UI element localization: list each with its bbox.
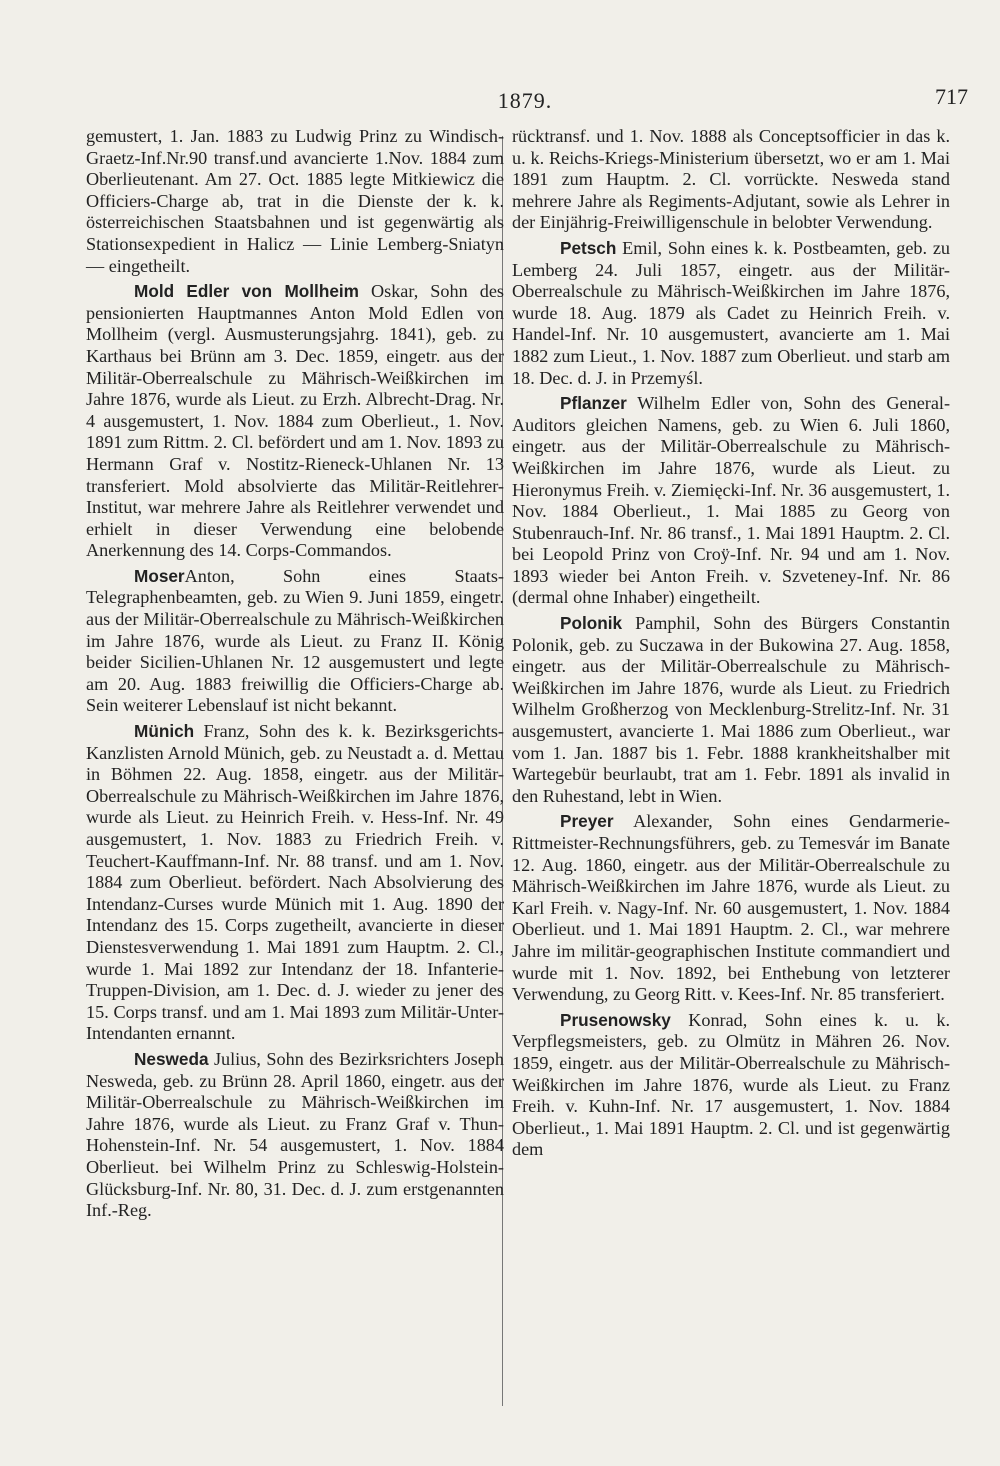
entry-text: Konrad, Sohn eines k. u. k. Verpflegsmeisters, geb. zu Olmütz in Mähren 26. Nov. 1859, eingetr. aus der Militär-Oberrealschule zu Mährisch-Weißkirchen im Jahre 1876, wurde als Lieut. zu Franz Freih. v. Kuhn-Inf. Nr. 17 ausgemustert, 1. Nov. 1884 Oberlieut., 1. Mai 1891 Hauptm. 2. Cl. und ist gegenwärtig dem (512, 1009, 950, 1160)
biography-entry (512, 613, 950, 807)
entry-name: Mold Edler von Mollheim (134, 281, 359, 302)
entry-text: Oskar, Sohn des pensionierten Hauptmannes Anton Mold Edlen von Mollheim (vergl. Ausmusterungsjahrg. 1841), geb. zu Karthaus bei Brünn am 3. Dec. 1859, eingetr. aus der Militär-Oberrealschule zu Mährisch-Weißkirchen im Jahre 1876, wurde als Lieut. zu Erzh. Albrecht-Drag. Nr. 4 ausgemustert, 1. Nov. 1884 zum Oberlieut., 1. Nov. 1891 zum Rittm. 2. Cl. befördert und am 1. Nov. 1893 zu Hermann Graf v. Nostitz-Rieneck-Uhlanen Nr. 13 transferiert. Mold absolvierte das Militär-Reitlehrer-Institut, war mehrere Jahre als Reitlehrer verwendet und erhielt in dieser Verwendung eine belobende Anerkennung des 14. Corps-Commandos. (86, 281, 504, 561)
left-column (86, 126, 504, 1222)
entry-text: Emil, Sohn eines k. k. Postbeamten, geb. zu Lemberg 24. Juli 1857, eingetr. aus der Militär-Oberrealschule zu Mährisch-Weißkirchen im Jahre 1876, wurde 18. Aug. 1879 als Cadet zu Heinrich Freih. v. Handel-Inf. Nr. 10 ausgemustert, avancierte am 1. Mai 1882 zum Lieut., 1. Nov. 1887 zum Oberlieut. und starb am 18. Dec. d. J. in Przemyśl. (512, 237, 950, 388)
continuation-paragraph: gemustert, 1. Jan. 1883 zu Ludwig Prinz zu Windisch-Graetz-Inf.Nr.90 transf.und avancierte 1.Nov. 1884 zum Oberlieutenant. Am 27. Oct. 1885 legte Mitkiewicz die Officiers-Charge ab, trat in die Dienste der k. k. österreichischen Staatsbahnen und ist gegenwärtig als Stationsexpedient in Halicz — Linie Lemberg-Sniatyn — eingetheilt. (86, 126, 504, 276)
entry-name: Petsch (560, 237, 617, 258)
entry-name: Münich (134, 721, 195, 742)
entry-text: Julius, Sohn des Bezirksrichters Joseph Nesweda, geb. zu Brünn 28. April 1860, eingetr. aus der Militär-Oberrealschule zu Mährisch-Weißkirchen im Jahre 1876, wurde als Lieut. zu Franz Graf v. Thun-Hohenstein-Inf. Nr. 54 ausgemustert, 1. Nov. 1884 Oberlieut. bei Wilhelm Prinz zu Schleswig-Holstein-Glücksburg-Inf. Nr. 80, 31. Dec. d. J. zum erstgenannten Inf.-Reg. (86, 1048, 504, 1221)
entry-name: Moser (134, 565, 185, 586)
biography-entry (86, 721, 504, 1045)
page-number: 717 (935, 84, 968, 109)
entry-text: Pamphil, Sohn des Bürgers Constantin Polonik, geb. zu Suczawa in der Bukowina 27. Aug. 1858, eingetr. aus der Militär-Oberrealschule zu Mährisch-Weißkirchen im Jahre 1876, wurde als Lieut. zu Friedrich Wilhelm Großherzog von Mecklenburg-Strelitz-Inf. Nr. 31 ausgemustert, avancierte 1. Mai 1886 zum Oberlieut., war vom 1. Jan. 1887 bis 1. Febr. 1888 krankheitshalber mit Wartegebür beurlaubt, trat am 1. Febr. 1891 als invalid in den Ruhestand, lebt in Wien. (512, 613, 950, 806)
biography-entry (86, 1049, 504, 1222)
biography-entry (512, 238, 950, 389)
entry-name: Polonik (560, 613, 623, 634)
biography-entry (86, 281, 504, 562)
entry-name: Preyer (560, 811, 614, 832)
entry-text: Alexander, Sohn eines Gendarmerie-Rittmeister-Rechnungsführers, geb. zu Temesvár im Banate 12. Aug. 1860, eingetr. aus der Militär-Oberrealschule zu Mährisch-Weißkirchen im Jahre 1876, wurde als Lieut. zu Karl Freih. v. Nagy-Inf. Nr. 60 ausgemustert, 1. Nov. 1884 Oberlieut. und 1. Mai 1891 Hauptm. 2. Cl., war mehrere Jahre im militär-geographischen Institute commandiert und wurde mit 1. Nov. 1892, bei Enthebung von letzterer Verwendung, zu Georg Ritt. v. Kees-Inf. Nr. 85 transferiert. (512, 811, 950, 1005)
continuation-paragraph: rücktransf. und 1. Nov. 1888 als Conceptsofficier in das k. u. k. Reichs-Kriegs-Ministerium übersetzt, wo er am 1. Mai 1891 zum Hauptm. 2. Cl. vorrückte. Nesweda stand mehrere Jahre als Regiments-Adjutant, sowie als Lehrer in der Einjährig-Freiwilligenschule in belobter Verwendung. (512, 126, 950, 233)
entry-name: Nesweda (134, 1048, 209, 1069)
page-year-header: 1879. (497, 88, 553, 113)
entry-name: Prusenowsky (560, 1009, 671, 1030)
entry-name: Pflanzer (560, 393, 627, 414)
biography-entry (512, 811, 950, 1005)
entry-text: Anton, Sohn eines Staats-Telegraphenbeamten, geb. zu Wien 9. Juni 1859, eingetr. aus der Militär-Oberrealschule zu Mährisch-Weißkirchen im Jahre 1876, wurde als Lieut. zu Franz II. König beider Sicilien-Uhlanen Nr. 12 ausgemustert und legte am 20. Aug. 1883 freiwillig die Officiers-Charge ab. Sein weiterer Lebenslauf ist nicht bekannt. (86, 565, 504, 716)
biography-entry (86, 566, 504, 717)
entry-text: Wilhelm Edler von, Sohn des General-Auditors gleichen Namens, geb. zu Wien 6. Juli 1860, eingetr. aus der Militär-Oberrealschule zu Mährisch-Weißkirchen im Jahre 1876, wurde als Lieut. zu Hieronymus Freih. v. Ziemięcki-Inf. Nr. 36 ausgemustert, 1. Nov. 1884 Oberlieut., 1. Mai 1885 zu Georg von Stubenrauch-Inf. Nr. 86 transf., 1. Mai 1891 Hauptm. 2. Cl. bei Leopold Prinz von Croÿ-Inf. Nr. 94 und am 1. Nov. 1893 wieder bei Anton Freih. v. Szveteney-Inf. Nr. 86 (dermal ohne Inhaber) eingetheilt. (512, 393, 950, 608)
entry-text: Franz, Sohn des k. k. Bezirksgerichts-Kanzlisten Arnold Münich, geb. zu Neustadt a. d. Mettau in Böhmen 22. Aug. 1858, eingetr. aus der Militär-Oberrealschule zu Mährisch-Weißkirchen im Jahre 1876, wurde als Lieut. zu Heinrich Freih. v. Hess-Inf. Nr. 49 ausgemustert, 1. Nov. 1883 zu Friedrich Freih. v. Teuchert-Kauffmann-Inf. Nr. 88 transf. und am 1. Nov. 1884 zum Oberlieut. befördert. Nach Absolvierung des Intendanz-Curses wurde Münich mit 1. Aug. 1890 der Intendanz des 15. Corps zugetheilt, avancierte in dieser Dienstesverwendung 1. Mai 1891 zum Hauptm. 2. Cl., wurde 1. Mai 1892 zur Intendanz der 18. Infanterie-Truppen-Division, am 1. Dec. d. J. wieder zu jener des 15. Corps transf. und am 1. Mai 1893 zum Militär-Unter-Intendanten ernannt. (86, 721, 504, 1044)
biography-entry (512, 1010, 950, 1161)
biography-entry (512, 393, 950, 609)
right-column (512, 126, 950, 1161)
